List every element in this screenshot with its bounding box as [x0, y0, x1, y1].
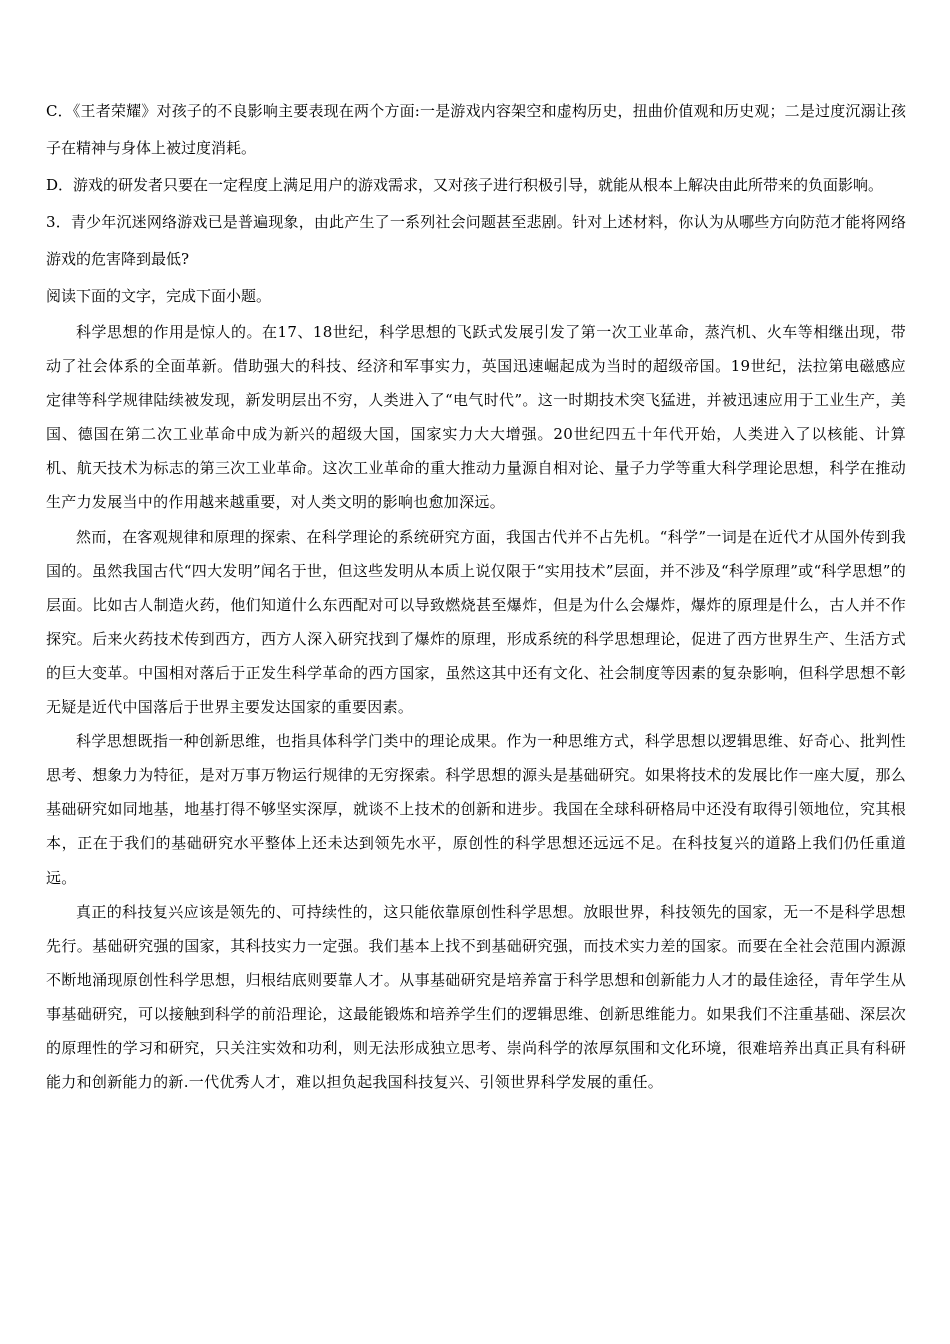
document-page: [46, 93, 906, 1099]
option-d: [46, 167, 906, 204]
reading-prompt: 阅读下面的文字，完成下面小题。: [46, 287, 272, 305]
passage-paragraph-3: 科学思想既指一种创新思维，也指具体科学门类中的理论成果。作为一种思维方式，科学思想以逻辑思维、好奇心、批判性思考、想象力为特征，是对万事万物运行规律的无穷探索。科学思想的源头是基础研究。如果将技术的发展比作一座大厦，那么基础研究如同地基，地基打得不够坚实深厚，就谈不上技术的创新和进步。我国在全球科研格局中还没有取得引领地位，究其根本，正在于我们的基础研究水平整体上还未达到领先水平，原创性的科学思想还远远不足。在科技复兴的道路上我们仍任重道远。: [46, 732, 906, 887]
passage-paragraph-1: 科学思想的作用是惊人的。在17、18世纪，科学思想的飞跃式发展引发了第一次工业革命，蒸汽机、火车等相继出现，带动了社会体系的全面革新。借助强大的科技、经济和军事实力，英国迅速崛起成为当时的超级帝国。19世纪，法拉第电磁感应定律等科学规律陆续被发现，新发明层出不穷，人类进入了“电气时代”。这一时期技术突飞猛进，并被迅速应用于工业生产，美国、德国在第二次工业革命中成为新兴的超级大国，国家实力大大增强。20世纪四五十年代开始，人类进入了以核能、计算机、航天技术为标志的第三次工业革命。这次工业革命的重大推动力量源自相对论、量子力学等重大科学理论思想，科学在推动生产力发展当中的作用越来越重要，对人类文明的影响也愈加深远。: [46, 323, 906, 512]
option-c: [46, 93, 906, 167]
question-3: [46, 204, 906, 278]
question-3-text: 3．青少年沉迷网络游戏已是普遍现象，由此产生了一系列社会问题甚至悲剧。针对上述材料，你认为从哪些方向防范才能将网络游戏的危害降到最低?: [46, 213, 906, 268]
passage-paragraph-4: 真正的科技复兴应该是领先的、可持续性的，这只能依靠原创性科学思想。放眼世界，科技领先的国家，无一不是科学思想先行。基础研究强的国家，其科技实力一定强。我们基本上找不到基础研究强，而技术实力差的国家。而要在全社会范围内源源不断地涌现原创性科学思想，归根结底则要靠人才。从事基础研究是培养富于科学思想和创新能力人才的最佳途径，青年学生从事基础研究，可以接触到科学的前沿理论，这最能锻炼和培养学生们的逻辑思维、创新思维能力。如果我们不注重基础、深层次的原理性的学习和研究，只关注实效和功利，则无法形成独立思考、崇尚科学的浓厚氛围和文化环境，很难培养出真正具有科研能力和创新能力的新.一代优秀人才，难以担负起我国科技复兴、引领世界科学发展的重任。: [46, 902, 906, 1092]
passage-paragraph-2: 然而，在客观规律和原理的探索、在科学理论的系统研究方面，我国古代并不占先机。“科学”一词是在近代才从国外传到我国的。虽然我国古代“四大发明”闻名于世，但这些发明从本质上说仅限于“实用技术”层面，并不涉及“科学原理”或“科学思想”的层面。比如古人制造火药，他们知道什么东西配对可以导致燃烧甚至爆炸，但是为什么会爆炸，爆炸的原理是什么，古人并不作探究。后来火药技术传到西方，西方人深入研究找到了爆炸的原理，形成系统的科学思想理论，促进了西方世界生产、生活方式的巨大变革。中国相对落后于正发生科学革命的西方国家，虽然这其中还有文化、社会制度等因素的复杂影响，但科学思想不彰无疑是近代中国落后于世界主要发达国家的重要因素。: [46, 527, 906, 717]
option-d-text: D．游戏的研发者只要在一定程度上满足用户的游戏需求，又对孩子进行积极引导，就能从根本上解决由此所带来的负面影响。: [46, 176, 884, 194]
option-c-text: C．《王者荣耀》对孩子的不良影响主要表现在两个方面:一是游戏内容架空和虚构历史，扭曲价值观和历史观；二是过度沉溺让孩子在精神与身体上被过度消耗。: [46, 102, 906, 157]
reading-passage: [46, 315, 906, 1099]
